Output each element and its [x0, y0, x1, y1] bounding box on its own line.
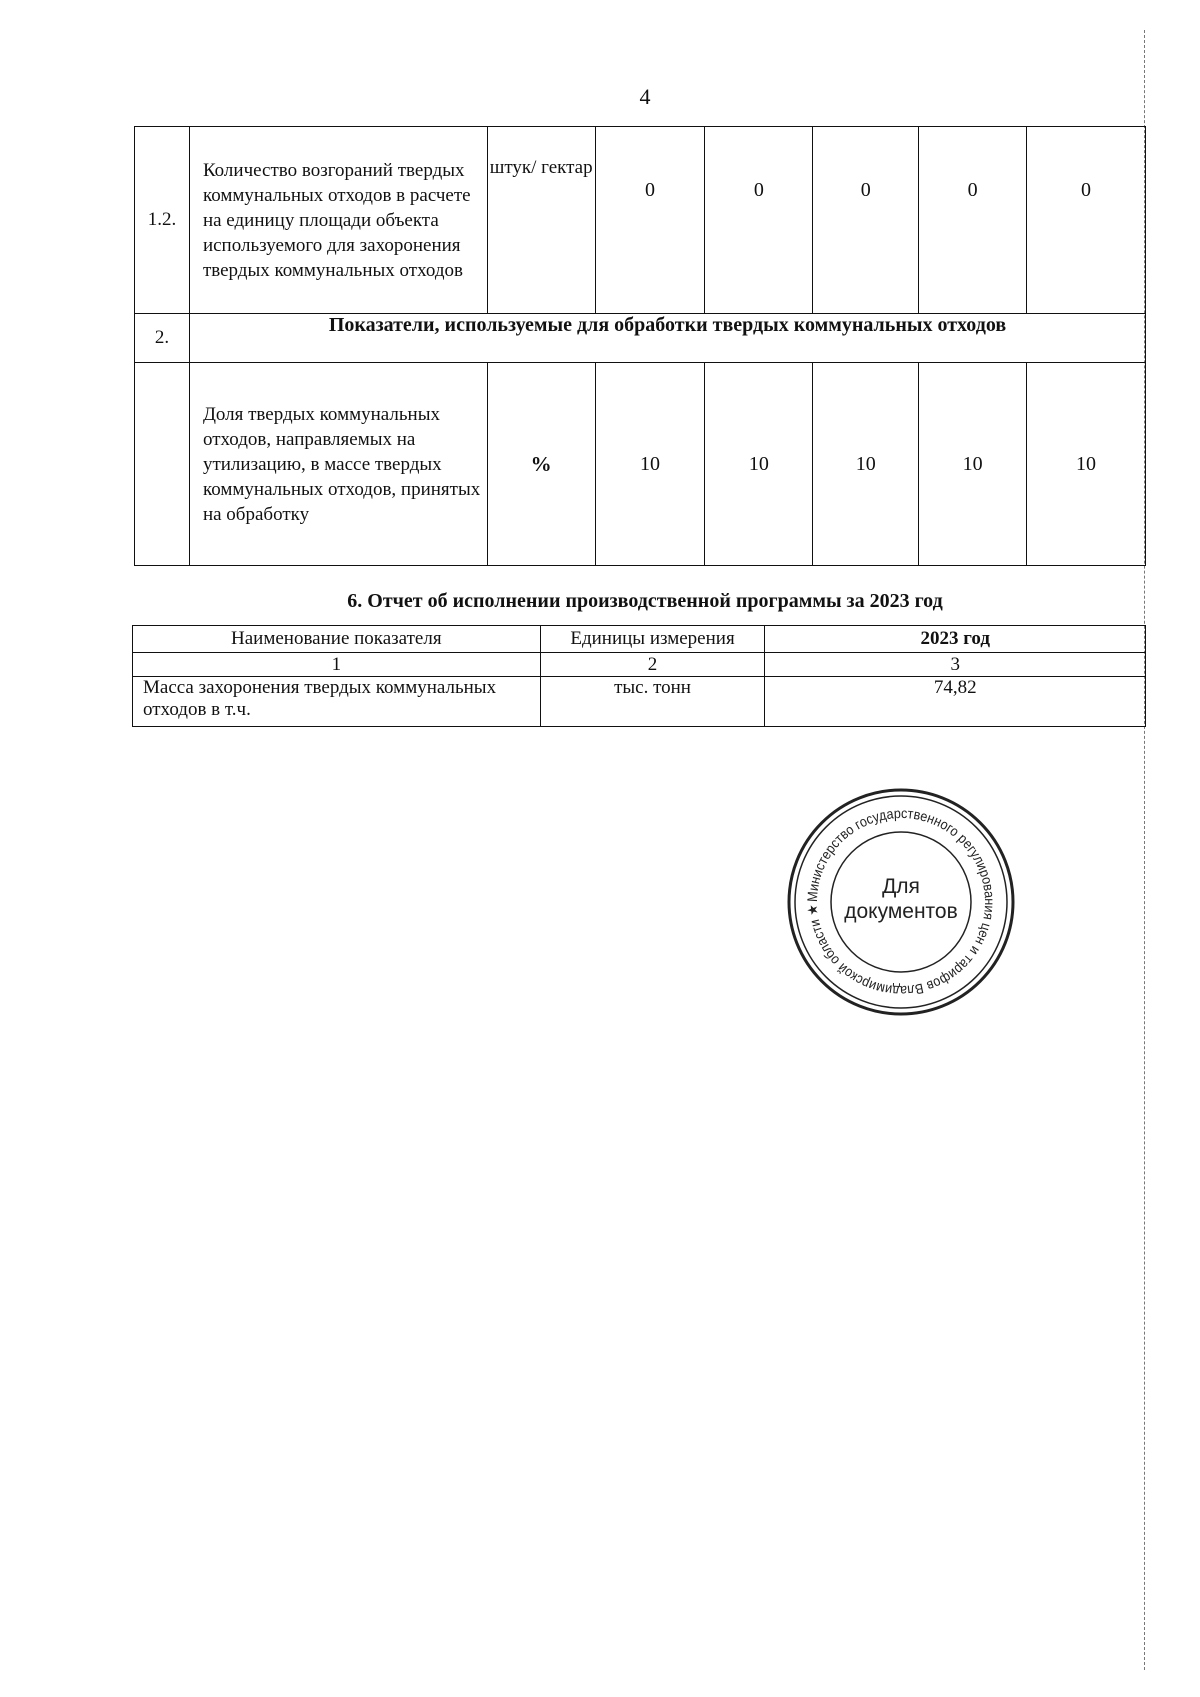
column-number-row — [133, 653, 1146, 677]
indicator-value: 10 — [595, 363, 705, 566]
column-number: 3 — [765, 653, 1146, 677]
row-number: 1.2. — [135, 127, 190, 314]
indicator-name: Количество возгораний твердых коммунальных отходов в расчете на единицу площади объекта используемого для захоронения твердых коммунальных отходов — [189, 127, 487, 314]
indicator-value: 10 — [1027, 363, 1146, 566]
header-row — [133, 626, 1146, 653]
table-row — [133, 677, 1146, 727]
column-header: Единицы измерения — [540, 626, 765, 653]
indicator-value: 10 — [813, 363, 919, 566]
indicator-unit: % — [487, 363, 595, 566]
report-table — [132, 625, 1146, 727]
table-row — [135, 363, 1146, 566]
indicator-unit: штук/ гектар — [487, 127, 595, 314]
indicator-value: 10 — [705, 363, 813, 566]
seal-center-line-2: документов — [844, 900, 958, 923]
indicator-value: 10 — [919, 363, 1027, 566]
indicator-value: 74,82 — [765, 677, 1146, 727]
indicator-name: Доля твердых коммунальных отходов, направляемых на утилизацию, в массе твердых коммунальных отходов, принятых на обработку — [189, 363, 487, 566]
page-number: 4 — [639, 84, 651, 109]
section-row — [135, 314, 1146, 363]
indicators-table — [134, 126, 1146, 566]
indicator-name: Масса захоронения твердых коммунальных отходов в т.ч. — [133, 677, 541, 727]
column-header: Наименование показателя — [133, 626, 541, 653]
indicator-value: 0 — [705, 127, 813, 314]
indicator-value: 0 — [813, 127, 919, 314]
indicator-value: 0 — [595, 127, 705, 314]
official-seal — [786, 787, 1016, 1017]
column-header: 2023 год — [765, 626, 1146, 653]
indicator-unit: тыс. тонн — [540, 677, 765, 727]
section-number: 2. — [135, 314, 190, 363]
row-number — [135, 363, 190, 566]
column-number: 1 — [133, 653, 541, 677]
seal-ring-text: Министерство государственного регулирования цен и тарифов Владимирской области ★ — [803, 804, 999, 1000]
section-title: Показатели, используемые для обработки твердых коммунальных отходов — [189, 314, 1145, 363]
seal-center-line-1: Для — [882, 875, 920, 898]
indicator-value: 0 — [919, 127, 1027, 314]
table-row — [135, 127, 1146, 314]
column-number: 2 — [540, 653, 765, 677]
report-heading: 6. Отчет об исполнении производственной программы за 2023 год — [347, 590, 943, 612]
indicator-value: 0 — [1027, 127, 1146, 314]
